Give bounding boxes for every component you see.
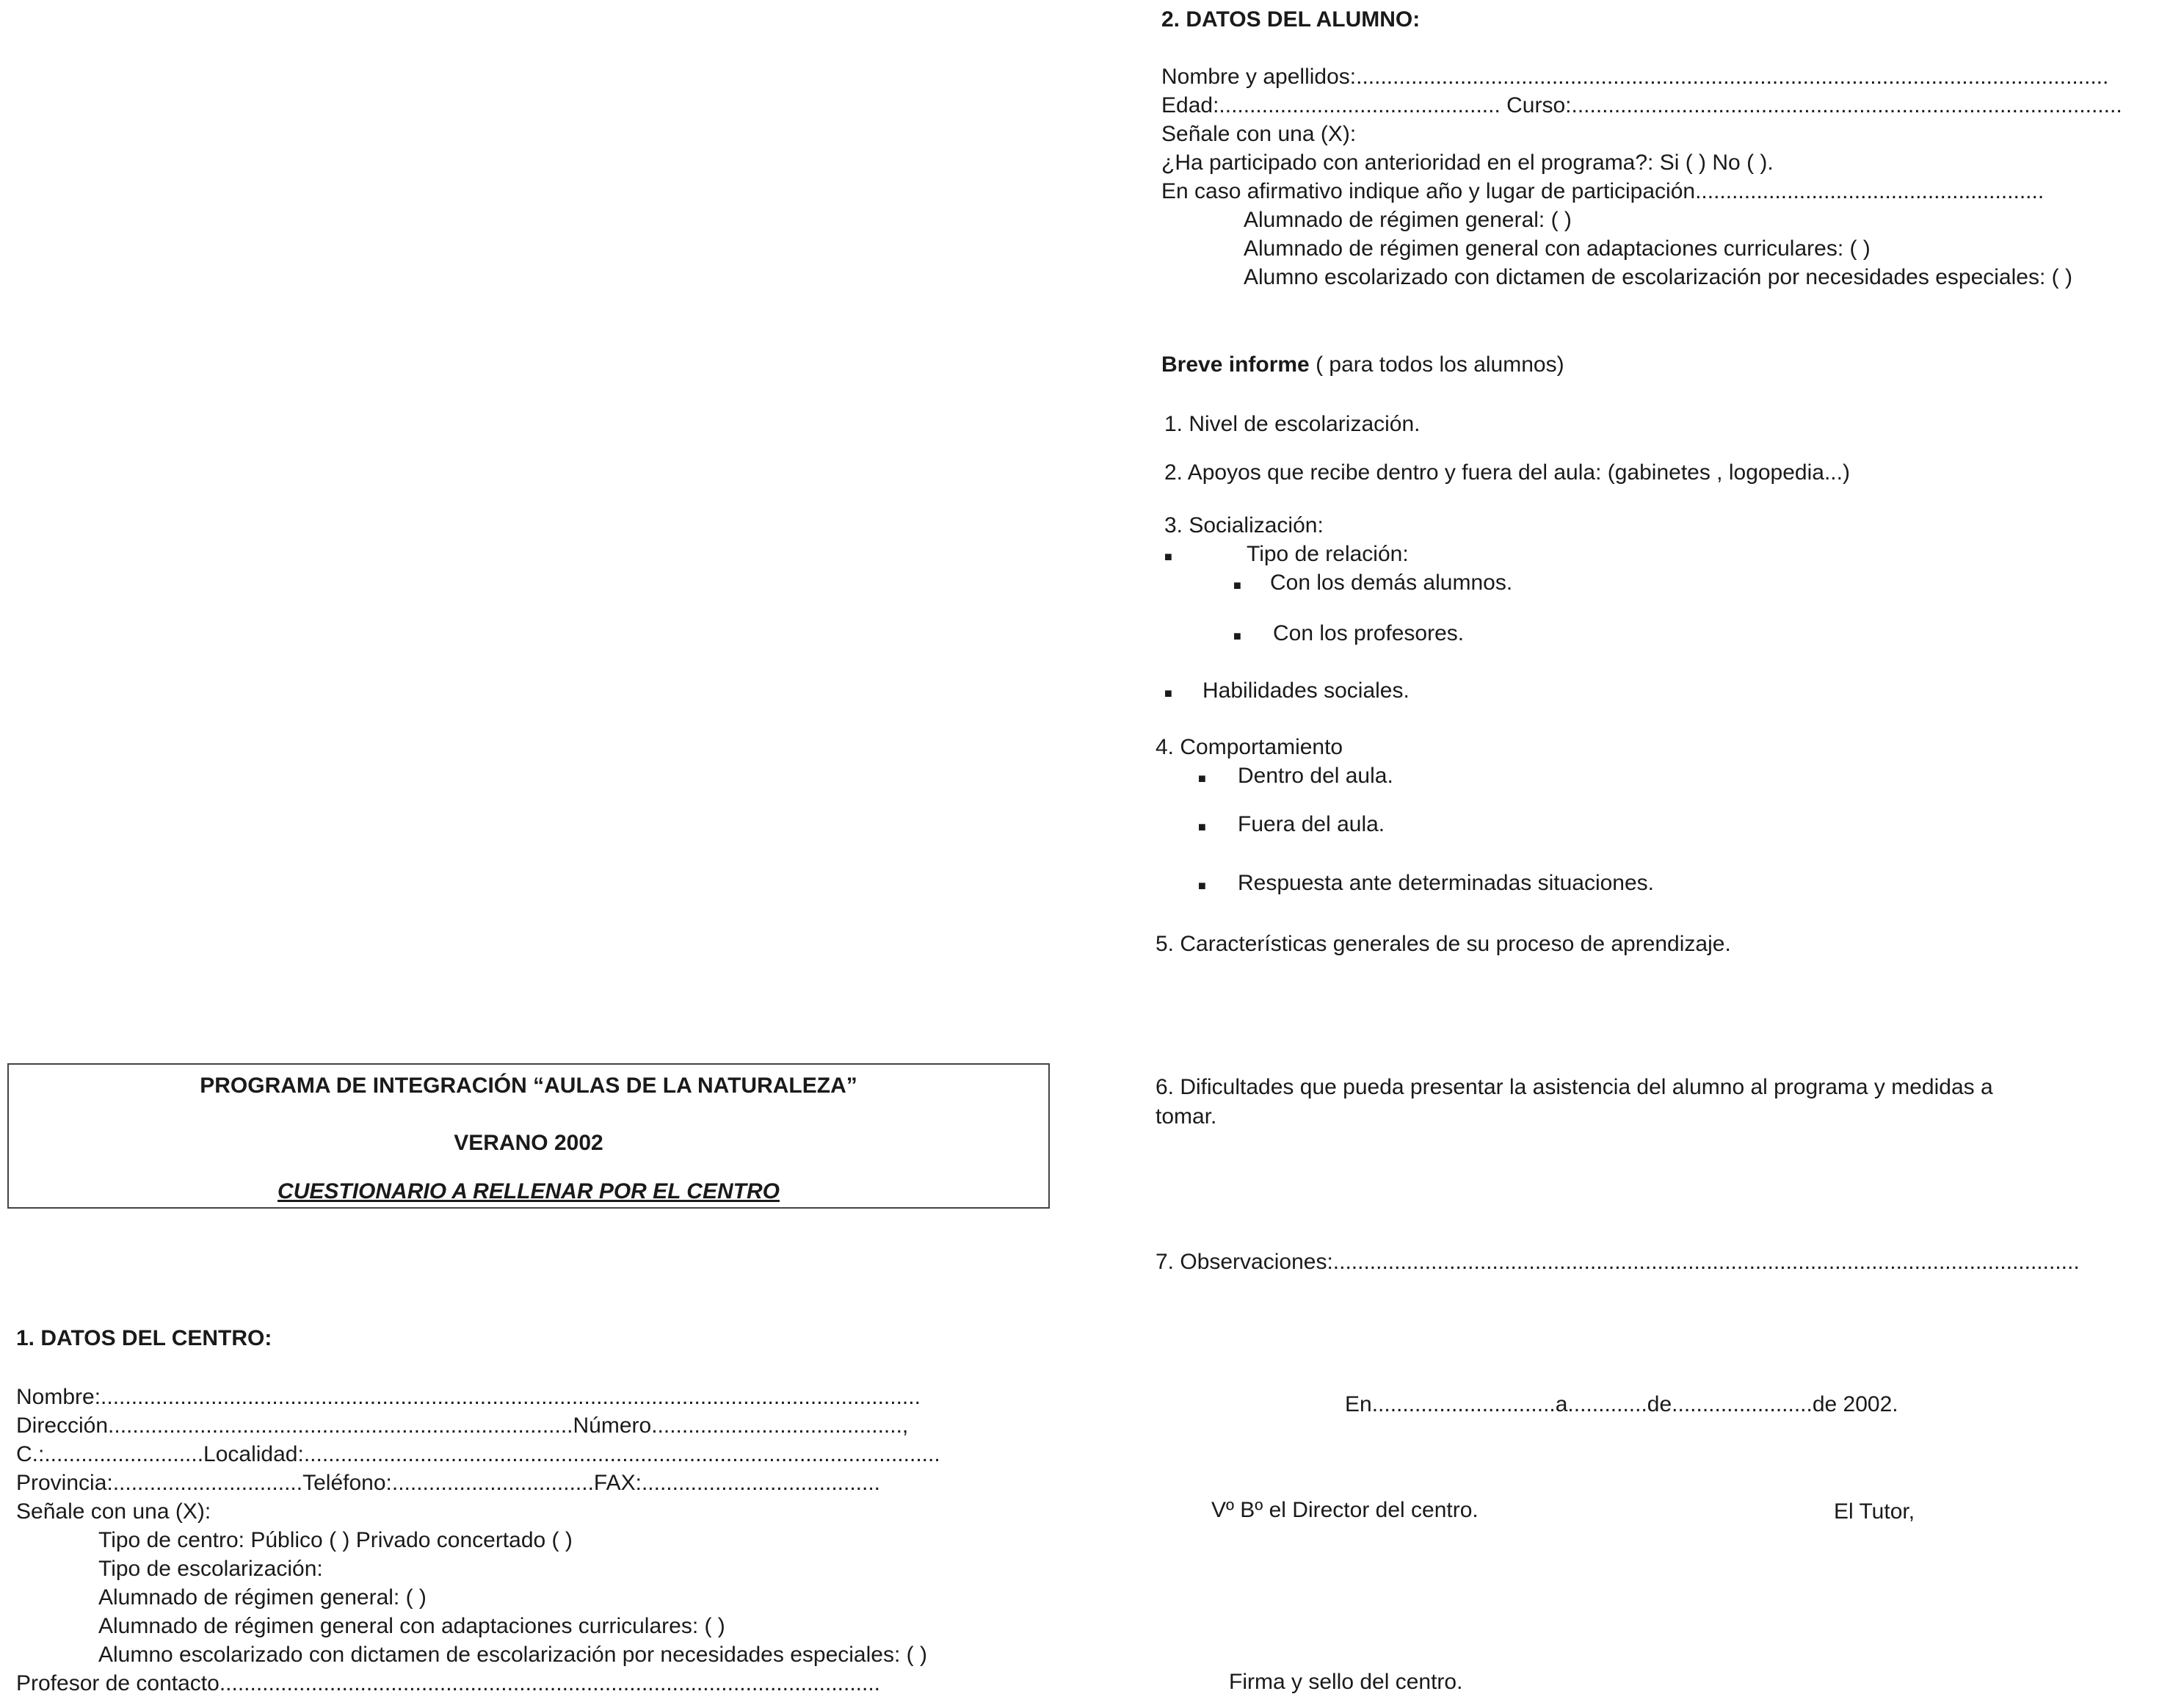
centro-senale-line: Señale con una (X): <box>16 1499 211 1524</box>
alumno-senale-line: Señale con una (X): <box>1161 122 1357 146</box>
alumno-regimen-general: Alumnado de régimen general: ( ) <box>1244 208 1572 232</box>
alumno-participado-line: ¿Ha participado con anterioridad en el programa?: Si ( ) No ( ). <box>1161 151 1774 175</box>
bullet-icon: ■ <box>1198 819 1206 834</box>
centro-direccion-line: Dirección............................................................................Número........................................., <box>16 1413 909 1438</box>
alumno-dictamen: Alumno escolarizado con dictamen de escolarización por necesidades especiales: ( ) <box>1244 265 2072 289</box>
report-title-rest: ( para todos los alumnos) <box>1309 352 1564 377</box>
report-title-bold: Breve informe <box>1161 352 1310 377</box>
section2-heading: 2. DATOS DEL ALUMNO: <box>1161 7 1421 32</box>
report-item-4: 4. Comportamiento <box>1156 735 1343 759</box>
bullet-icon: ■ <box>1164 686 1172 701</box>
program-season: VERANO 2002 <box>454 1131 603 1155</box>
report-item-4-a: Dentro del aula. <box>1238 764 1393 788</box>
program-subtitle: CUESTIONARIO A RELLENAR POR EL CENTRO <box>277 1179 780 1203</box>
report-title <box>1161 354 1564 376</box>
report-item-6-line1: 6. Dificultades que pueda presentar la asistencia del alumno al programa y medidas a <box>1156 1075 1993 1099</box>
report-item-4-c: Respuesta ante determinadas situaciones. <box>1238 871 1655 895</box>
report-item-4-b: Fuera del aula. <box>1238 812 1385 836</box>
report-item-5: 5. Características generales de su proceso de aprendizaje. <box>1156 932 1731 956</box>
report-item-3: 3. Socialización: <box>1164 513 1324 537</box>
centro-regimen-general: Alumnado de régimen general: ( ) <box>98 1585 427 1610</box>
alumno-nombre-line: Nombre y apellidos:........................................................................................................................... <box>1161 65 2109 89</box>
alumno-afirmativo-line: En caso afirmativo indique año y lugar de participación......................................................... <box>1161 179 2045 203</box>
bullet-icon: ■ <box>1164 549 1172 564</box>
bullet-icon: ■ <box>1198 771 1206 786</box>
centro-tipo-escolarizacion: Tipo de escolarización: <box>98 1557 323 1581</box>
report-item-3-a: Con los demás alumnos. <box>1270 571 1513 595</box>
section1-heading: 1. DATOS DEL CENTRO: <box>16 1326 272 1350</box>
director-label: Vº Bº el Director del centro. <box>1211 1498 1479 1522</box>
report-item-7: 7. Observaciones:.......................................................................................................................... <box>1156 1250 2080 1274</box>
centro-tipo-centro: Tipo de centro: Público ( ) Privado concertado ( ) <box>98 1528 573 1552</box>
report-item-1: 1. Nivel de escolarización. <box>1164 412 1421 436</box>
place-date-line: En..............................a.............de.......................de 2002. <box>1345 1392 1898 1416</box>
bullet-icon: ■ <box>1233 629 1241 643</box>
centro-provincia-line: Provincia:...............................Teléfono:.................................FAX:....................................... <box>16 1471 881 1495</box>
report-item-3-c: Habilidades sociales. <box>1202 678 1410 703</box>
report-item-3-b: Con los profesores. <box>1273 621 1465 645</box>
alumno-adaptaciones: Alumnado de régimen general con adaptaciones curriculares: ( ) <box>1244 236 1871 261</box>
centro-localidad-line: C.:..........................Localidad:........................................................................................................ <box>16 1442 940 1466</box>
centro-profesor-contacto: Profesor de contacto............................................................................................................ <box>16 1671 881 1695</box>
report-item-2: 2. Apoyos que recibe dentro y fuera del aula: (gabinetes , logopedia...) <box>1164 460 1850 485</box>
alumno-edad-line: Edad:.............................................. Curso:.......................................................................................... <box>1161 93 2122 117</box>
centro-adaptaciones: Alumnado de régimen general con adaptaciones curriculares: ( ) <box>98 1614 725 1638</box>
report-item-6-line2: tomar. <box>1156 1104 1217 1129</box>
report-item-3-sub: Tipo de relación: <box>1247 542 1409 566</box>
bullet-icon: ■ <box>1198 878 1206 893</box>
centro-nombre-line: Nombre:...................................................................................................................................... <box>16 1385 921 1409</box>
stamp-label: Firma y sello del centro. <box>1229 1670 1463 1694</box>
centro-dictamen: Alumno escolarizado con dictamen de escolarización por necesidades especiales: ( ) <box>98 1643 927 1667</box>
tutor-label: El Tutor, <box>1834 1499 1915 1524</box>
bullet-icon: ■ <box>1233 578 1241 593</box>
program-header-box <box>7 1063 1050 1209</box>
program-title: PROGRAMA DE INTEGRACIÓN “AULAS DE LA NATURALEZA” <box>200 1074 857 1098</box>
